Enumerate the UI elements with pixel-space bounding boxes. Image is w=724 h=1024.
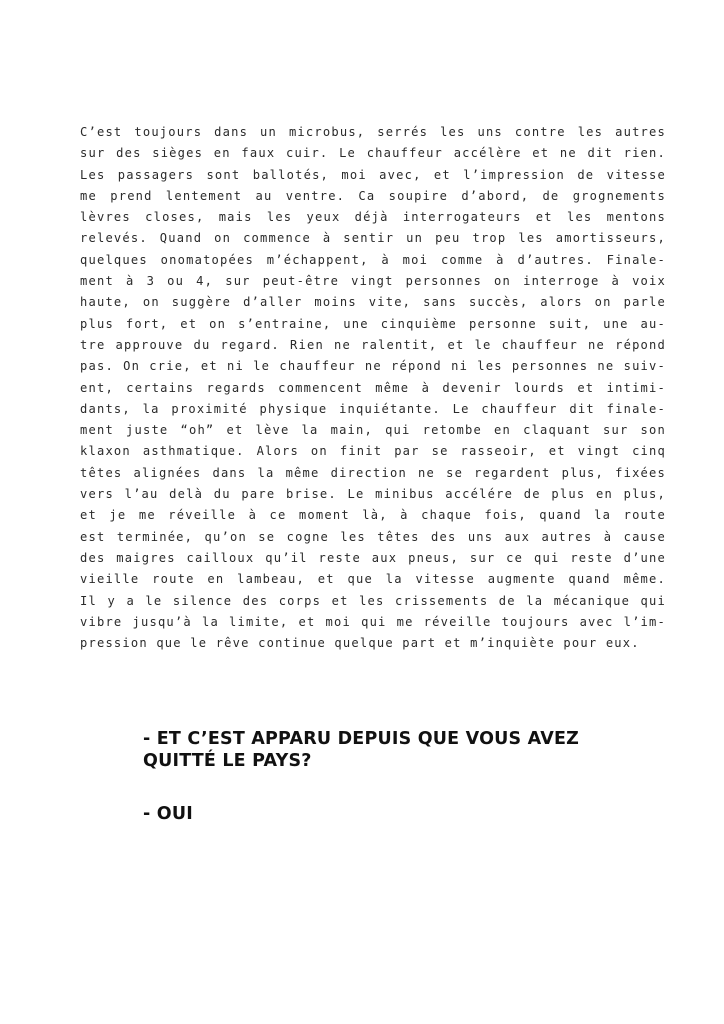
interview-question xyxy=(143,728,643,772)
question-line-1: - ET C’EST APPARU DEPUIS QUE VOUS AVEZ xyxy=(143,729,579,749)
paragraph-line: ment à 3 ou 4, sur peut-être vingt personnes on interroge à voix xyxy=(80,274,666,289)
paragraph-line: relevés. Quand on commence à sentir un peu trop les amortisseurs, xyxy=(80,231,666,246)
paragraph-line: klaxon asthmatique. Alors on finit par se rasseoir, et vingt cinq xyxy=(80,444,666,459)
paragraph-line: pression que le rêve continue quelque part et m’inquiète pour eux. xyxy=(80,636,640,651)
paragraph-line: des maigres cailloux qu’il reste aux pneus, sur ce qui reste d’une xyxy=(80,550,666,565)
paragraph-line: vibre jusqu’à la limite, et moi qui me réveille toujours avec l’im- xyxy=(80,614,666,629)
paragraph-line: vers l’au delà du pare brise. Le minibus accélére de plus en plus, xyxy=(80,487,666,502)
paragraph-line: ment juste “oh” et lève la main, qui retombe en claquant sur son xyxy=(80,423,666,438)
paragraph-line: têtes alignées dans la même direction ne se regardent plus, fixées xyxy=(80,465,666,480)
interview-answer: - OUI xyxy=(143,804,193,824)
paragraph-line: haute, on suggère d’aller moins vite, sans succès, alors on parle xyxy=(80,295,666,310)
paragraph-line: Il y a le silence des corps et les crissements de la mécanique qui xyxy=(80,593,666,608)
paragraph-line: dants, la proximité physique inquiétante. Le chauffeur dit finale- xyxy=(80,401,666,416)
paragraph-line: C’est toujours dans un microbus, serrés les uns contre les autres xyxy=(80,125,666,139)
paragraph-line: lèvres closes, mais les yeux déjà interrogateurs et les mentons xyxy=(80,210,666,225)
paragraph-line: tre approuve du regard. Rien ne ralentit, et le chauffeur ne répond xyxy=(80,337,666,352)
question-line-2: QUITTÉ LE PAYS? xyxy=(143,751,312,771)
paragraph-line: quelques onomatopées m’échappent, à moi comme à d’autres. Finale- xyxy=(80,252,666,267)
paragraph-line: me prend lentement au ventre. Ca soupire d’abord, de grognements xyxy=(80,188,666,203)
paragraph-line: vieille route en lambeau, et que la vitesse augmente quand même. xyxy=(80,572,666,587)
paragraph-line: et je me réveille à ce moment là, à chaque fois, quand la route xyxy=(80,508,666,523)
paragraph-line: sur des sièges en faux cuir. Le chauffeur accélère et ne dit rien. xyxy=(80,146,666,161)
paragraph-line: ent, certains regards commencent même à devenir lourds et intimi- xyxy=(80,380,666,395)
narrative-paragraph xyxy=(80,122,666,654)
paragraph-line: pas. On crie, et ni le chauffeur ne répond ni les personnes ne suiv- xyxy=(80,359,666,374)
interview-block xyxy=(143,728,643,825)
paragraph-line: est terminée, qu’on se cogne les têtes des uns aux autres à cause xyxy=(80,529,666,544)
paragraph-line: plus fort, et on s’entraine, une cinquième personne suit, une au- xyxy=(80,316,666,331)
paragraph-line: Les passagers sont ballotés, moi avec, et l’impression de vitesse xyxy=(80,167,666,182)
